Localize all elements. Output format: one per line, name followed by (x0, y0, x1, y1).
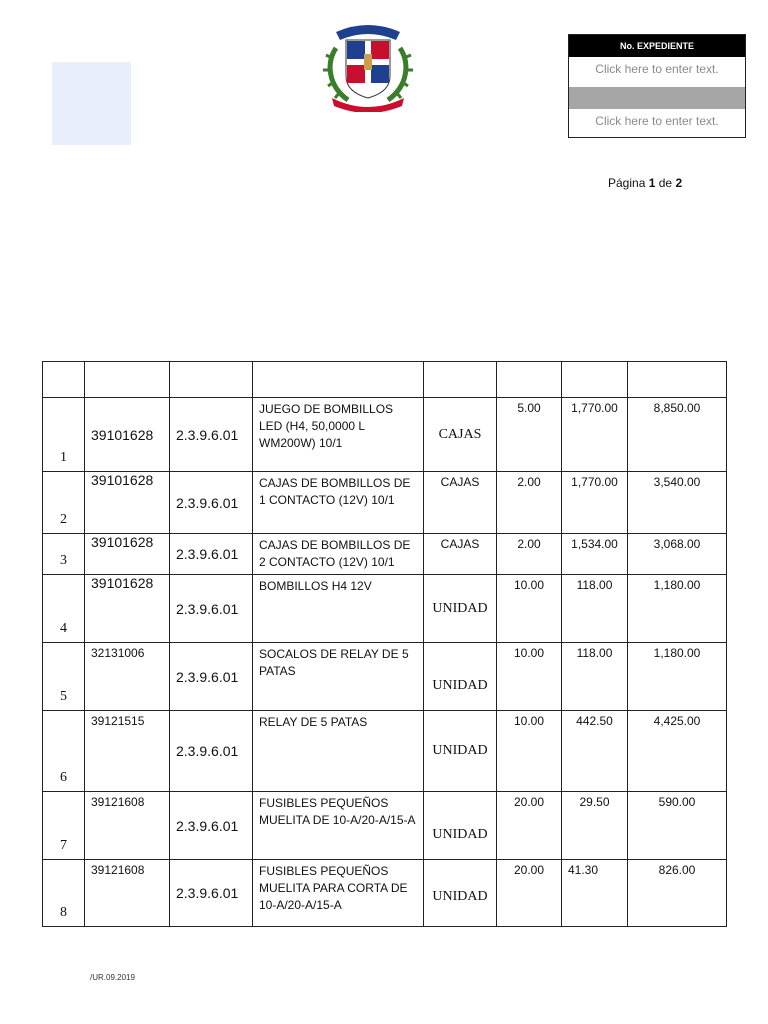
page-sep: de (658, 176, 673, 190)
coat-of-arms-icon (322, 18, 414, 112)
unit: CAJAS (424, 398, 497, 472)
row-index: 1 (43, 398, 85, 472)
header-cell (424, 362, 497, 398)
unit-price: 442.50 (562, 711, 628, 792)
expediente-divider (569, 87, 745, 109)
expediente-box (568, 34, 746, 138)
row-index: 5 (43, 643, 85, 711)
account-code: 2.3.9.6.01 (170, 575, 253, 643)
item-code: 39101628 (85, 398, 170, 472)
table-row (43, 398, 727, 472)
quantity: 2.00 (497, 534, 562, 575)
page-total: 2 (675, 176, 683, 190)
footer-code: /UR.09.2019 (90, 973, 135, 982)
unit: UNIDAD (424, 792, 497, 860)
line-total: 3,068.00 (628, 534, 727, 575)
unit: CAJAS (424, 472, 497, 534)
quantity: 10.00 (497, 575, 562, 643)
account-code: 2.3.9.6.01 (170, 643, 253, 711)
item-code: 39101628 (85, 575, 170, 643)
table-row (43, 792, 727, 860)
account-code: 2.3.9.6.01 (170, 398, 253, 472)
unit-price: 41.30 (562, 860, 628, 927)
unit: UNIDAD (424, 643, 497, 711)
line-total: 590.00 (628, 792, 727, 860)
item-code: 39121608 (85, 860, 170, 927)
item-description: FUSIBLES PEQUEÑOS MUELITA PARA CORTA DE 10-A/20-A/15-A (253, 860, 424, 927)
item-description: RELAY DE 5 PATAS (253, 711, 424, 792)
row-index: 4 (43, 575, 85, 643)
line-total: 8,850.00 (628, 398, 727, 472)
table-header-row (43, 362, 727, 398)
quantity: 2.00 (497, 472, 562, 534)
row-index: 6 (43, 711, 85, 792)
page-indicator (608, 176, 682, 190)
unit-price: 118.00 (562, 643, 628, 711)
header-cell (628, 362, 727, 398)
table-row (43, 643, 727, 711)
expediente-title: No. EXPEDIENTE (569, 35, 745, 57)
item-description: SOCALOS DE RELAY DE 5 PATAS (253, 643, 424, 711)
unit-price: 1,770.00 (562, 398, 628, 472)
row-index: 8 (43, 860, 85, 927)
header-cell (43, 362, 85, 398)
page-current: 1 (648, 176, 656, 190)
table-row (43, 860, 727, 927)
account-code: 2.3.9.6.01 (170, 472, 253, 534)
table-row (43, 534, 727, 575)
unit-price: 1,534.00 (562, 534, 628, 575)
item-description: CAJAS DE BOMBILLOS DE 2 CONTACTO (12V) 10/1 (253, 534, 424, 575)
header-cell (497, 362, 562, 398)
expediente-field-2[interactable]: Click here to enter text. (595, 114, 719, 128)
unit: UNIDAD (424, 711, 497, 792)
row-index: 3 (43, 534, 85, 575)
unit: UNIDAD (424, 860, 497, 927)
row-index: 2 (43, 472, 85, 534)
item-description: JUEGO DE BOMBILLOS LED (H4, 50,0000 L WM200W) 10/1 (253, 398, 424, 472)
item-description: BOMBILLOS H4 12V (253, 575, 424, 643)
unit-price: 1,770.00 (562, 472, 628, 534)
quantity: 10.00 (497, 643, 562, 711)
table-row (43, 711, 727, 792)
item-description: CAJAS DE BOMBILLOS DE 1 CONTACTO (12V) 10/1 (253, 472, 424, 534)
account-code: 2.3.9.6.01 (170, 792, 253, 860)
item-code: 39101628 (85, 472, 170, 534)
account-code: 2.3.9.6.01 (170, 534, 253, 575)
item-code: 39121515 (85, 711, 170, 792)
quantity: 10.00 (497, 711, 562, 792)
expediente-field-1[interactable]: Click here to enter text. (595, 62, 719, 76)
unit-price: 118.00 (562, 575, 628, 643)
line-total: 3,540.00 (628, 472, 727, 534)
quantity: 5.00 (497, 398, 562, 472)
unit: UNIDAD (424, 575, 497, 643)
line-total: 826.00 (628, 860, 727, 927)
page-prefix: Página (608, 176, 646, 190)
header-cell (253, 362, 424, 398)
logo-placeholder (52, 62, 131, 145)
header-cell (562, 362, 628, 398)
line-total: 4,425.00 (628, 711, 727, 792)
quantity: 20.00 (497, 860, 562, 927)
account-code: 2.3.9.6.01 (170, 860, 253, 927)
line-total: 1,180.00 (628, 643, 727, 711)
item-code: 32131006 (85, 643, 170, 711)
table-row (43, 575, 727, 643)
quantity: 20.00 (497, 792, 562, 860)
account-code: 2.3.9.6.01 (170, 711, 253, 792)
header-cell (170, 362, 253, 398)
unit: CAJAS (424, 534, 497, 575)
table-row (43, 472, 727, 534)
unit-price: 29.50 (562, 792, 628, 860)
header-cell (85, 362, 170, 398)
row-index: 7 (43, 792, 85, 860)
line-total: 1,180.00 (628, 575, 727, 643)
item-description: FUSIBLES PEQUEÑOS MUELITA DE 10-A/20-A/15-A (253, 792, 424, 860)
items-table (42, 361, 727, 927)
item-code: 39101628 (85, 534, 170, 575)
item-code: 39121608 (85, 792, 170, 860)
